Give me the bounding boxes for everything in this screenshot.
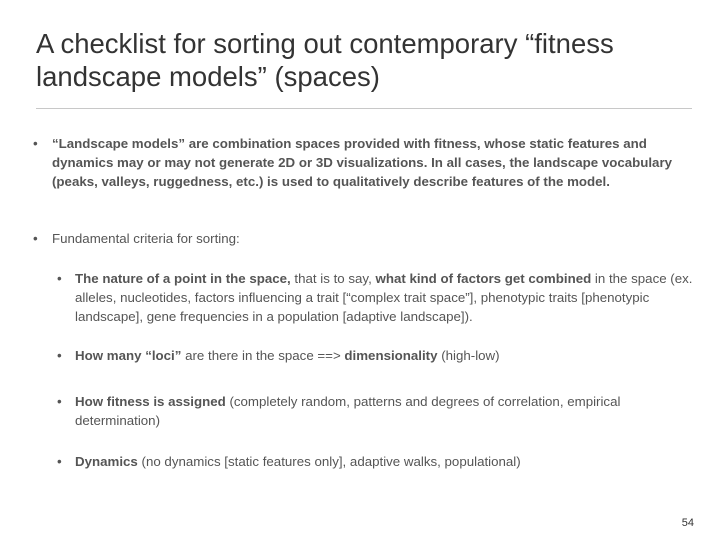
- subbullet-bold-1: How many “loci”: [75, 348, 182, 363]
- title-divider: [36, 108, 692, 109]
- subbullet-text-1: (completely random, patterns and degrees of correlation, empirical determination): [75, 394, 621, 428]
- page-number: 54: [681, 517, 694, 529]
- subbullet-text-1: (no dynamics [static features only], adaptive walks, populational): [137, 454, 521, 469]
- subbullet-bold-1: Dynamics: [75, 454, 138, 469]
- bullet-landscape-models: [33, 134, 692, 191]
- subbullet-text-2: (high-low): [437, 348, 500, 363]
- subbullet-dynamics: [57, 452, 695, 471]
- subbullet-nature-of-point: [57, 269, 695, 326]
- bullet-dot-icon: •: [57, 271, 62, 286]
- subbullet-fitness-assigned: [57, 392, 695, 430]
- subbullet-text-1: are there in the space ==>: [181, 348, 345, 363]
- slide-title: A checklist for sorting out contemporary “fitness landscape models” (spaces): [36, 28, 614, 92]
- subbullet-bold-1: How fitness is assigned: [75, 394, 226, 409]
- subbullet-text-2: in the space (ex. alleles, nucleotides, factors influencing a trait [“complex trait space”], phenotypic traits [phenotypic landscape], gene frequencies in a population [adaptive landscape]).: [75, 271, 693, 324]
- bullet-fundamental-criteria: [33, 229, 692, 248]
- bullet-dot-icon: •: [33, 231, 38, 246]
- subbullet-bold-2: what kind of factors get combined: [375, 271, 592, 286]
- subbullet-bold-2: dimensionality: [344, 348, 438, 363]
- subbullet-bold-1: The nature of a point in the space,: [75, 271, 291, 286]
- bullet-dot-icon: •: [57, 348, 62, 363]
- bullet-dot-icon: •: [33, 136, 38, 151]
- bullet-text: “Landscape models” are combination spaces provided with fitness, whose static features and dynamics may or may not generate 2D or 3D visualizations. In all cases, the landscape vocabulary (peaks, valleys, ruggedness, etc.) is used to qualitatively describe features of the model.: [52, 136, 673, 189]
- subbullet-how-many-loci: [57, 346, 695, 365]
- bullet-text: Fundamental criteria for sorting:: [52, 231, 240, 246]
- bullet-dot-icon: •: [57, 394, 62, 409]
- subbullet-text-1: that is to say,: [290, 271, 376, 286]
- bullet-dot-icon: •: [57, 454, 62, 469]
